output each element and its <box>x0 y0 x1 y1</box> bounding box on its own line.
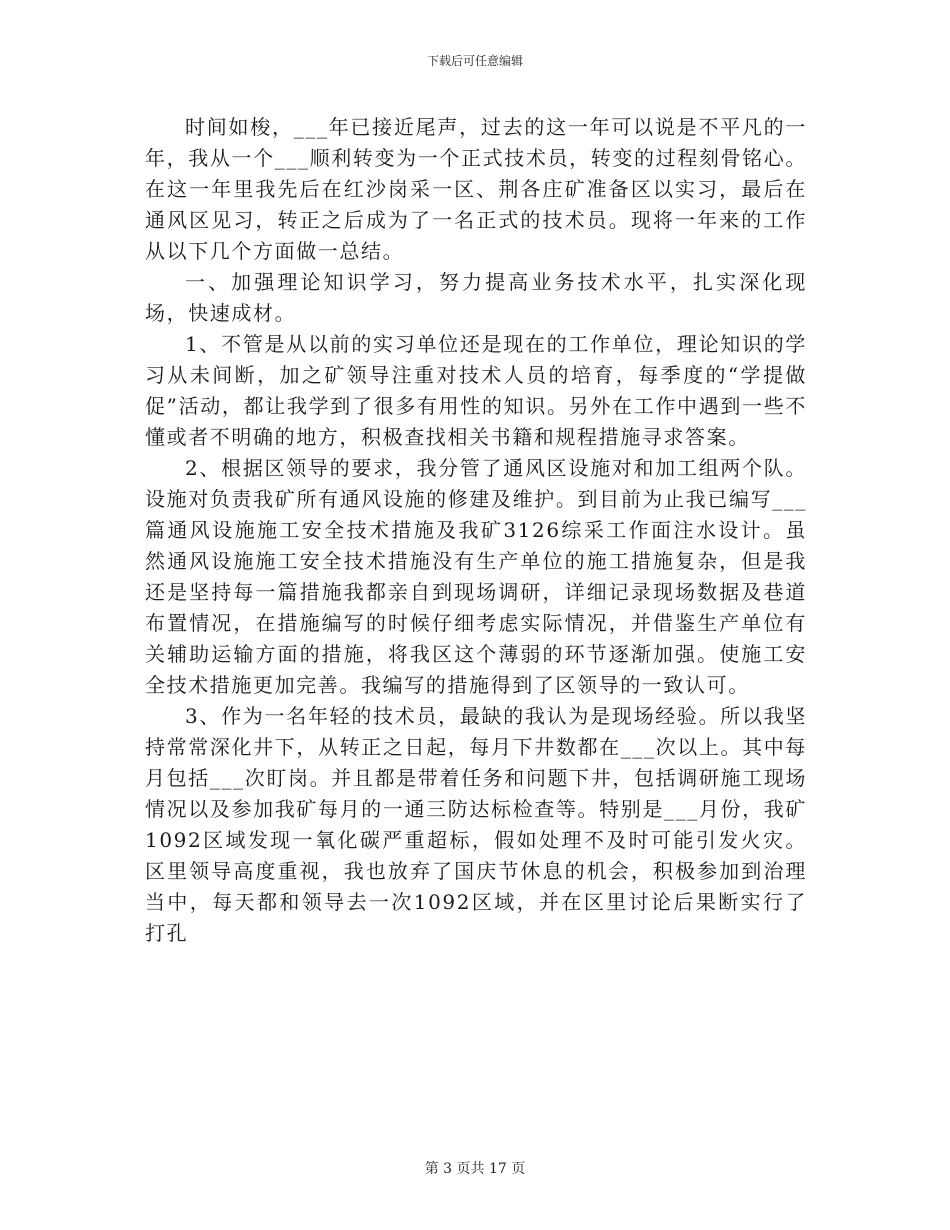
paragraph-item-3: 3、作为一名年轻的技术员，最缺的我认为是现场经验。所以我坚持常常深化井下，从转正之日起，每月下井数都在___次以上。其中每月包括___次盯岗。并且都是带着任务和问题下井，包括调研施工现场情况以及参加我矿每月的一通三防达标检查等。特别是___月份，我矿1092区域发现一氧化碳严重超标，假如处理不及时可能引发火灾。区里领导高度重视，我也放弃了国庆节休息的机会，积极参加到治理当中，每天都和领导去一次1092区域，并在区里讨论后果断实行了打孔 <box>145 704 807 945</box>
page-footer: 第 3 页共 17 页 <box>424 1161 526 1177</box>
paragraph-item-2: 2、根据区领导的要求，我分管了通风区设施对和加工组两个队。设施对负责我矿所有通风设施的修建及维护。到目前为止我已编写___篇通风设施施工安全技术措施及我矿3126综采工作面注水设计。虽然通风设施施工安全技术措施没有生产单位的施工措施复杂，但是我还是坚持每一篇措施我都亲自到现场调研，详细记录现场数据及巷道布置情况，在措施编写的时候仔细考虑实际情况，并借鉴生产单位有关辅助运输方面的措施，将我区这个薄弱的环节逐渐加强。使施工安全技术措施更加完善。我编写的措施得到了区领导的一致认可。 <box>145 456 807 697</box>
document-body <box>145 112 807 949</box>
paragraph-intro: 时间如梭，___年已接近尾声，过去的这一年可以说是不平凡的一年，我从一个___顺利转变为一个正式技术员，转变的过程刻骨铭心。在这一年里我先后在红沙岗采一区、荆各庄矿准备区以实习，最后在通风区见习，转正之后成为了一名正式的技术员。现将一年来的工作从以下几个方面做一总结。 <box>145 115 807 263</box>
page-header: 下载后可任意编辑 <box>426 54 523 68</box>
paragraph-section-heading: 一、加强理论知识学习，努力提高业务技术水平，扎实深化现场，快速成材。 <box>145 270 807 325</box>
paragraph-item-1: 1、不管是从以前的实习单位还是现在的工作单位，理论知识的学习从未间断，加之矿领导注重对技术人员的培育，每季度的“学提做促”活动，都让我学到了很多有用性的知识。另外在工作中遇到一些不懂或者不明确的地方，积极查找相关书籍和规程措施寻求答案。 <box>145 332 807 449</box>
